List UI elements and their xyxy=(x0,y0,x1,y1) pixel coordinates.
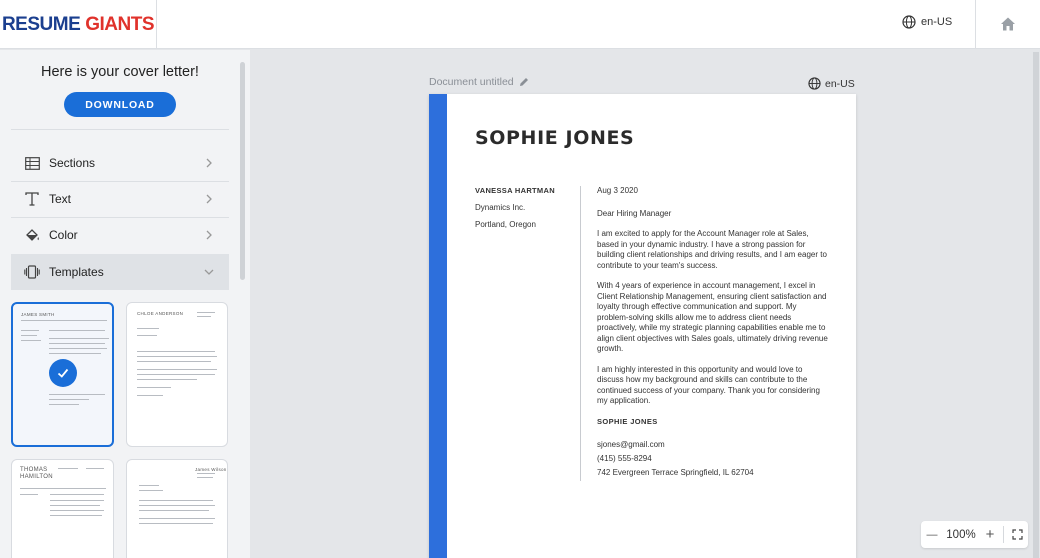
sections-icon xyxy=(23,154,41,172)
menu-item-text[interactable] xyxy=(11,181,229,217)
selected-check-icon xyxy=(49,359,77,387)
recipient-company[interactable]: Dynamics Inc. xyxy=(475,203,526,212)
recipient-block xyxy=(475,186,575,237)
globe-icon xyxy=(902,15,916,29)
document-title[interactable] xyxy=(429,76,529,88)
document-language-selector[interactable] xyxy=(808,77,855,90)
template-card-2[interactable] xyxy=(126,302,228,447)
zoom-level: 100% xyxy=(946,528,976,541)
pencil-icon[interactable] xyxy=(519,77,529,87)
menu-label-color: Color xyxy=(49,228,78,242)
column-divider xyxy=(580,186,581,481)
fullscreen-icon xyxy=(1012,529,1023,540)
download-button[interactable]: DOWNLOAD xyxy=(64,92,176,117)
letter-signature[interactable]: SOPHIE JONES xyxy=(597,416,658,426)
letter-greeting[interactable]: Dear Hiring Manager xyxy=(597,208,672,218)
template-name: CHLOE ANDERSON xyxy=(137,311,184,316)
menu-label-text: Text xyxy=(49,192,72,206)
zoom-in-button[interactable]: + xyxy=(985,526,995,543)
template-name: THOMAS HAMILTON xyxy=(20,467,53,480)
contact-address[interactable]: 742 Evergreen Terrace Springfield, IL 62704 xyxy=(597,468,754,477)
template-card-3[interactable] xyxy=(11,459,114,558)
fullscreen-button[interactable] xyxy=(1006,521,1028,548)
header-divider xyxy=(975,0,976,49)
logo-part-1: RESUME xyxy=(1,13,81,35)
recipient-location[interactable]: Portland, Oregon xyxy=(475,220,536,229)
template-name: JAMES SMITH xyxy=(21,312,55,317)
applicant-name[interactable]: SOPHIE JONES xyxy=(475,127,635,149)
logo[interactable] xyxy=(0,0,157,49)
letter-paragraph[interactable]: I am excited to apply for the Account Manager role at Sales, based in your dynamic industry. I have a strong passion for building client relationships and driving results, and I am eager to contribute to your team's success. xyxy=(597,229,827,270)
letter-paragraph[interactable]: With 4 years of experience in account management, I excel in Client Relationship Management, ensuring client satisfaction and loyalty through effective communication and support. My problem-solving skills allow me to address client needs proactively, while my strategic planning capabilities enable me to align client objectives with Sales goals, ultimately driving revenue growth. xyxy=(597,281,828,353)
home-icon[interactable] xyxy=(999,15,1017,33)
globe-icon xyxy=(808,77,821,90)
accent-bar xyxy=(429,94,447,558)
template-name: James Wilson xyxy=(195,467,227,472)
template-card-4[interactable] xyxy=(126,459,228,558)
sidebar xyxy=(0,50,250,558)
top-bar xyxy=(0,0,1040,49)
contact-phone[interactable]: (415) 555-8294 xyxy=(597,454,652,463)
menu-item-sections[interactable] xyxy=(11,145,229,181)
menu-label-templates: Templates xyxy=(49,265,104,279)
document-title-text: Document untitled xyxy=(429,76,514,88)
zoom-controls xyxy=(921,521,1028,548)
chevron-right-icon xyxy=(203,229,215,241)
zoom-divider xyxy=(1003,526,1004,543)
language-label: en-US xyxy=(921,16,953,28)
sidebar-title: Here is your cover letter! xyxy=(41,64,199,80)
template-card-1[interactable] xyxy=(11,302,114,447)
letter-paragraph[interactable]: I am highly interested in this opportunity and would love to discuss how my background and skills can contribute to the continued success of your company. Thank you for considering my application. xyxy=(597,364,820,405)
chevron-right-icon xyxy=(203,193,215,205)
contact-block xyxy=(597,439,829,479)
language-selector[interactable] xyxy=(902,15,952,29)
menu-item-templates[interactable] xyxy=(11,254,229,290)
canvas-scrollbar[interactable] xyxy=(1033,52,1039,558)
chevron-down-icon xyxy=(203,266,215,278)
zoom-out-button[interactable]: — xyxy=(926,528,938,541)
menu-item-color[interactable] xyxy=(11,217,229,253)
sidebar-scrollbar[interactable] xyxy=(240,62,245,280)
recipient-name[interactable]: VANESSA HARTMAN xyxy=(475,186,555,195)
letter-date[interactable]: Aug 3 2020 xyxy=(597,186,638,195)
divider xyxy=(11,129,229,130)
document-language-label: en-US xyxy=(825,77,855,90)
menu-label-sections: Sections xyxy=(49,156,96,170)
templates-icon xyxy=(23,263,41,281)
text-icon xyxy=(23,190,41,208)
letter-body xyxy=(597,186,829,481)
paint-bucket-icon xyxy=(23,226,41,244)
logo-part-2: GIANTS xyxy=(85,13,155,35)
contact-email[interactable]: sjones@gmail.com xyxy=(597,440,665,449)
cover-letter-page[interactable] xyxy=(429,94,856,558)
chevron-right-icon xyxy=(203,157,215,169)
